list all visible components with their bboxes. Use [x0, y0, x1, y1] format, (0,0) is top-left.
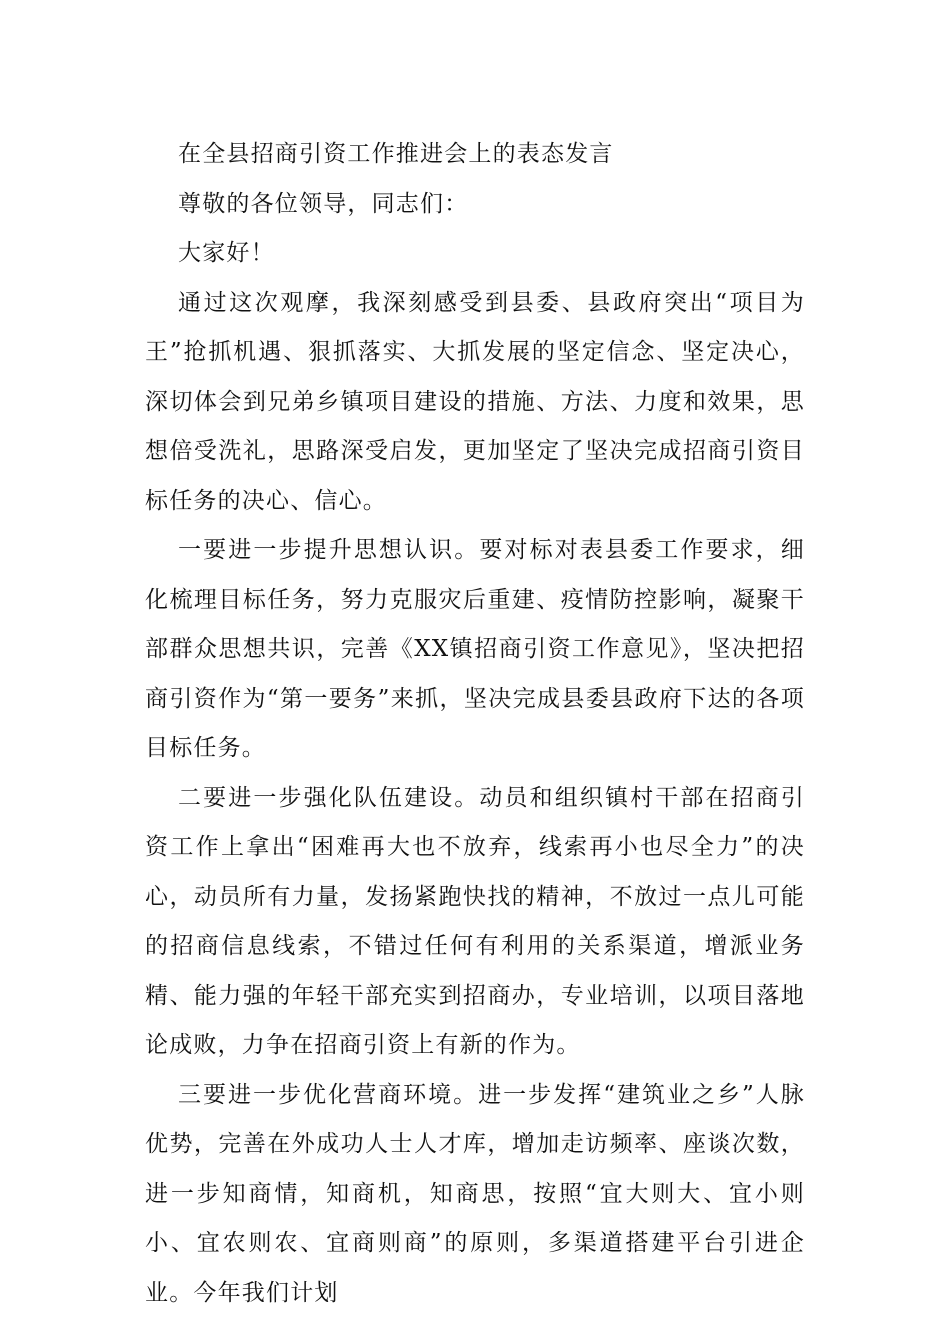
salutation: 尊敬的各位领导，同志们： [178, 190, 469, 217]
paragraph-point-1: 一要进一步提升思想认识。要对标对表县委工作要求，细化梳理目标任务，努力克服灾后重建、疫情防控影响，凝聚干部群众思想共识，完善《XX镇招商引资工作意见》，坚决把招商引资作为“第一要务”来抓，坚决完成县委县政府下达的各项目标任务。 [145, 537, 805, 761]
greeting: 大家好！ [178, 240, 275, 266]
document-title: 在全县招商引资工作推进会上的表态发言 [178, 141, 614, 167]
document-body [145, 130, 805, 1318]
paragraph-point-2: 二要进一步强化队伍建设。动员和组织镇村干部在招商引资工作上拿出“困难再大也不放弃，线索再小也尽全力”的决心，动员所有力量，发扬紧跑快找的精神，不放过一点儿可能的招商信息线索，不错过任何有利用的关系渠道，增派业务精、能力强的年轻干部充实到招商办，专业培训，以项目落地论成败，力争在招商引资上有新的作为。 [145, 784, 805, 1058]
paragraph-intro: 通过这次观摩，我深刻感受到县委、县政府突出“项目为王”抢抓机遇、狠抓落实、大抓发展的坚定信念、坚定决心，深切体会到兄弟乡镇项目建设的措施、方法、力度和效果，思想倍受洗礼，思路深受启发，更加坚定了坚决完成招商引资目标任务的决心、信心。 [145, 289, 805, 514]
paragraph-point-3: 三要进一步优化营商环境。进一步发挥“建筑业之乡”人脉优势，完善在外成功人士人才库，增加走访频率、座谈次数，进一步知商情，知商机，知商思，按照“宜大则大、宜小则小、宜农则农、宜商则商”的原则，多渠道搭建平台引进企业。今年我们计划 [145, 1081, 805, 1306]
